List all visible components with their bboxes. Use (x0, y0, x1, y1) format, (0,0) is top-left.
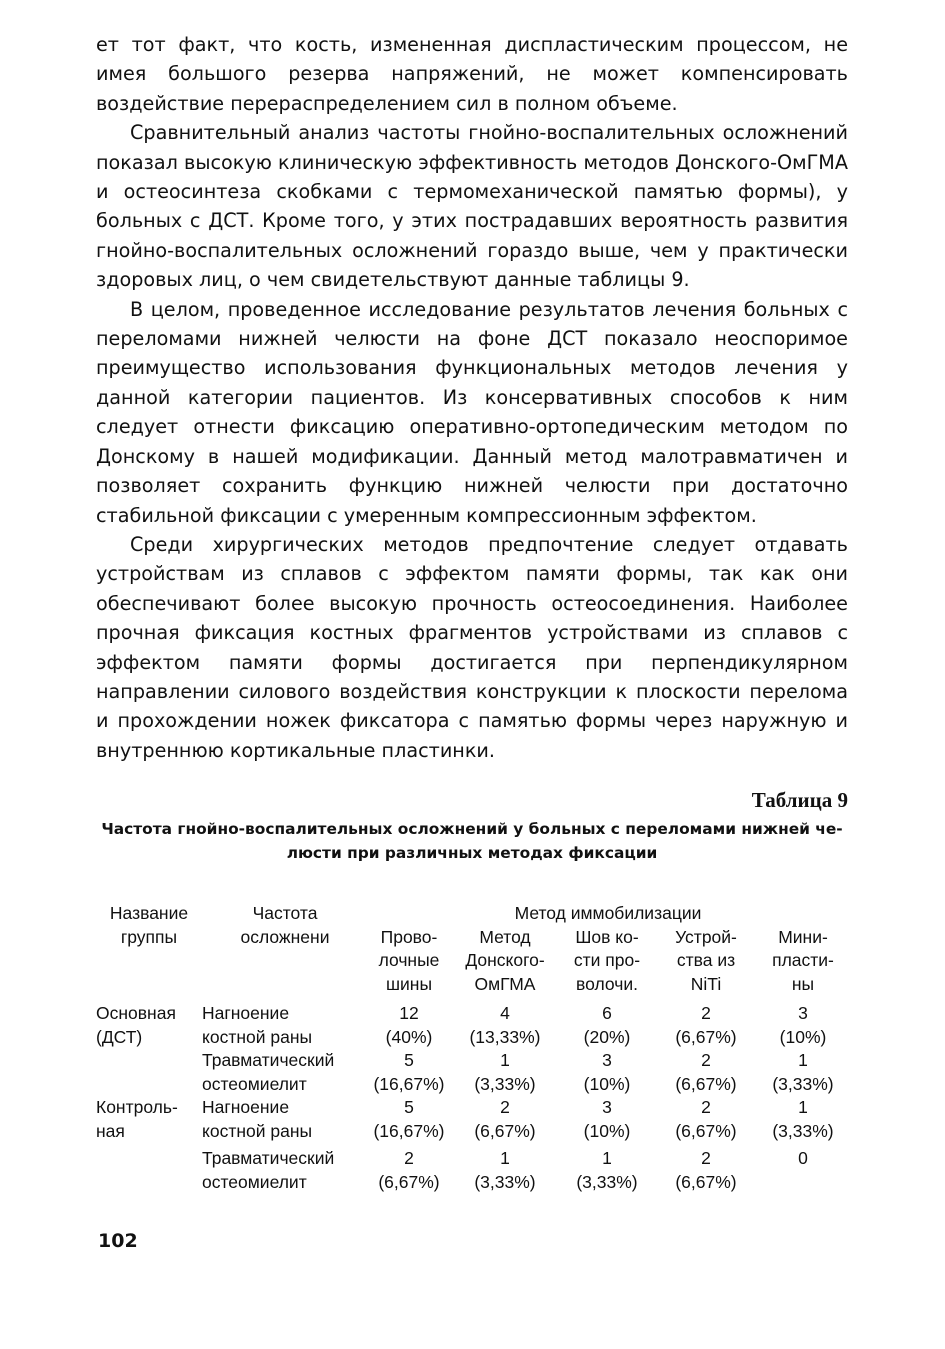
header-freq-line2: осложнени (240, 926, 330, 947)
table-title-line1: Частота гнойно-воспалительных осложнений у больных с переломами нижней че- (101, 820, 843, 839)
hdr-c2-l2: Донского- (465, 950, 545, 970)
hdr-c5-l2: пласти- (772, 950, 834, 970)
cell-value (450, 1096, 560, 1143)
hdr-c5-l3: ны (791, 973, 815, 994)
hdr-c4-l3: NiTi (690, 973, 722, 994)
r2-comp-l2: остеомиелит (202, 1073, 307, 1094)
cell-value (560, 1049, 654, 1096)
r4-v2-n: 1 (500, 1148, 510, 1168)
table-header-row-1 (96, 902, 848, 926)
header-method: Метод иммобилизации (514, 903, 702, 923)
cell-group (96, 1002, 202, 1049)
r3-comp-l1: Нагноение (202, 1097, 290, 1117)
r2-v1-n: 5 (404, 1050, 414, 1070)
r3-v1-n: 5 (404, 1097, 414, 1117)
r4-v1-n: 2 (404, 1148, 414, 1168)
hdr-c3-l1: Шов ко- (575, 926, 639, 947)
cell-value (450, 1143, 560, 1194)
r4-v4-p: (6,67%) (675, 1171, 737, 1192)
cell-group (96, 1143, 202, 1194)
hdr-c4-l2: ства из (676, 950, 736, 970)
cell-value (450, 1002, 560, 1049)
r2-v4-n: 2 (701, 1050, 711, 1070)
paragraph-conclusion: В целом, проведенное исследование результатов лечения больных с переломами нижней челюсти на фоне ДСТ показало неоспоримое преимущество использования функциональных методов лечения у данной категории пациентов. Из консервативных способов к ним следует отнести фиксацию оперативно-ортопедическим методом по Донскому в нашей модификации. Данный метод малотравматичен и позволяет сохранить функцию нижней челюсти при достаточно стабильной фиксации с умеренным компрессионным эффектом. (96, 297, 848, 527)
hdr-c2-l1: Метод (479, 926, 531, 947)
hdr-c1-l3: шины (385, 973, 433, 994)
cell-value (654, 1002, 758, 1049)
cell-complication (202, 1049, 368, 1096)
r2-comp-l1: Травматический (202, 1050, 335, 1070)
hdr-c2-l3: ОмГМА (474, 973, 536, 994)
complications-table (96, 902, 848, 1194)
header-frequency (202, 902, 368, 1002)
r4-v5-n: 0 (798, 1148, 808, 1168)
hdr-c1-l1: Прово- (380, 926, 438, 947)
cell-value (560, 1096, 654, 1143)
table-label: Таблица 9 (751, 788, 848, 813)
cell-complication (202, 1143, 368, 1194)
header-col-wire-suture (560, 926, 654, 1003)
r3-v2-p: (6,67%) (474, 1120, 536, 1141)
table-title-line2: люсти при различных методах фиксации (286, 844, 658, 863)
r3-group-l2: ная (96, 1120, 125, 1141)
table-title (96, 817, 848, 865)
r1-v4-n: 2 (701, 1003, 711, 1023)
table-row (96, 1143, 848, 1194)
r3-v4-p: (6,67%) (675, 1120, 737, 1141)
cell-group (96, 1096, 202, 1143)
header-group (96, 902, 202, 1002)
cell-value (368, 1143, 450, 1194)
r1-v1-n: 12 (399, 1003, 419, 1023)
r4-v3-n: 1 (602, 1148, 612, 1168)
header-col-donskoy-method (450, 926, 560, 1003)
r1-v5-p: (10%) (779, 1026, 827, 1047)
paragraph-comparison: Сравнительный анализ частоты гнойно-воспалительных осложнений показал высокую клиническую эффективность методов Донского-ОмГМА и остеосинтеза скобками с термомеханической памятью формы), у больных с ДСТ. Кроме того, у этих пострадавших вероятность развития гнойно-воспалительных осложнений гораздо выше, чем у практически здоровых лиц, о чем свидетельствуют данные таблицы 9. (96, 121, 848, 292)
header-col-miniplates (758, 926, 848, 1003)
page-body (96, 30, 848, 865)
r3-v3-n: 3 (602, 1097, 612, 1117)
r1-v1-p: (40%) (385, 1026, 433, 1047)
table-row (96, 1049, 848, 1096)
paragraph-surgical-methods: Среди хирургических методов предпочтение следует отдавать устройствам из сплавов с эффектом памяти формы, так как они обеспечивают более высокую прочность остеосоединения. Наиболее прочная фиксация костных фрагментов устройствами из сплавов с эффектом памяти формы достигается при перпендикулярном направлении силового воздействия конструкции к плоскости перелома и прохождении ножек фиксатора с памятью формы через наружную и внутреннюю кортикальные пластинки. (96, 532, 848, 762)
cell-value (654, 1143, 758, 1194)
cell-value (654, 1096, 758, 1143)
r4-v4-n: 2 (701, 1148, 711, 1168)
r2-v3-n: 3 (602, 1050, 612, 1070)
r4-comp-l2: остеомиелит (202, 1171, 307, 1192)
r3-v2-n: 2 (500, 1097, 510, 1117)
cell-value (758, 1049, 848, 1096)
cell-value (450, 1049, 560, 1096)
r4-v3-p: (3,33%) (576, 1171, 638, 1192)
header-group-line1: Название (109, 903, 189, 923)
cell-value (560, 1143, 654, 1194)
r2-v5-p: (3,33%) (772, 1073, 834, 1094)
cell-value (560, 1002, 654, 1049)
r2-v5-n: 1 (798, 1050, 808, 1070)
r3-v5-p: (3,33%) (772, 1120, 834, 1141)
r1-comp-l1: Нагноение (202, 1003, 290, 1023)
hdr-c1-l2: лочные (378, 950, 440, 970)
cell-complication (202, 1002, 368, 1049)
r4-v2-p: (3,33%) (474, 1171, 536, 1192)
hdr-c5-l1: Мини- (778, 926, 828, 947)
r1-v3-p: (20%) (583, 1026, 631, 1047)
r1-v2-p: (13,33%) (469, 1026, 541, 1047)
r3-v5-n: 1 (798, 1097, 808, 1117)
r3-v3-p: (10%) (583, 1120, 631, 1141)
hdr-c4-l1: Устрой- (675, 926, 737, 947)
hdr-c3-l3: волочи. (576, 973, 638, 994)
paragraph-continuation: ет тот факт, что кость, измененная диспластическим процессом, не имея большого резерва напряжений, не может компенсировать воздействие перераспределением сил в полном объеме. (96, 33, 848, 115)
r4-v1-p: (6,67%) (378, 1171, 440, 1192)
r3-v4-n: 2 (701, 1097, 711, 1117)
cell-complication (202, 1096, 368, 1143)
cell-value (654, 1049, 758, 1096)
page-number: 102 (98, 1230, 138, 1252)
cell-value (758, 1002, 848, 1049)
cell-value (368, 1049, 450, 1096)
cell-value (368, 1096, 450, 1143)
r1-v2-n: 4 (500, 1003, 510, 1023)
cell-value (758, 1096, 848, 1143)
cell-value (368, 1002, 450, 1049)
r2-v4-p: (6,67%) (675, 1073, 737, 1094)
table-row (96, 1002, 848, 1049)
r2-v2-p: (3,33%) (474, 1073, 536, 1094)
header-group-line2: группы (120, 926, 178, 947)
r1-v4-p: (6,67%) (675, 1026, 737, 1047)
r2-v3-p: (10%) (583, 1073, 631, 1094)
r2-v1-p: (16,67%) (373, 1073, 445, 1094)
cell-group (96, 1049, 202, 1096)
r3-comp-l2: костной раны (202, 1120, 313, 1141)
r1-v5-n: 3 (798, 1003, 808, 1023)
hdr-c3-l2: сти про- (573, 950, 641, 970)
r3-group-l1: Контроль- (96, 1097, 178, 1117)
header-freq-line1: Частота (252, 903, 318, 923)
r1-comp-l2: костной раны (202, 1026, 313, 1047)
r1-group-l1: Основная (96, 1003, 176, 1023)
header-col-niti-devices (654, 926, 758, 1003)
header-col-wire-splints (368, 926, 450, 1003)
table-row (96, 1096, 848, 1143)
r2-v2-n: 1 (500, 1050, 510, 1070)
cell-value (758, 1143, 848, 1194)
r1-v3-n: 6 (602, 1003, 612, 1023)
r4-comp-l1: Травматический (202, 1148, 335, 1168)
r1-group-l2: (ДСТ) (96, 1026, 143, 1047)
r3-v1-p: (16,67%) (373, 1120, 445, 1141)
